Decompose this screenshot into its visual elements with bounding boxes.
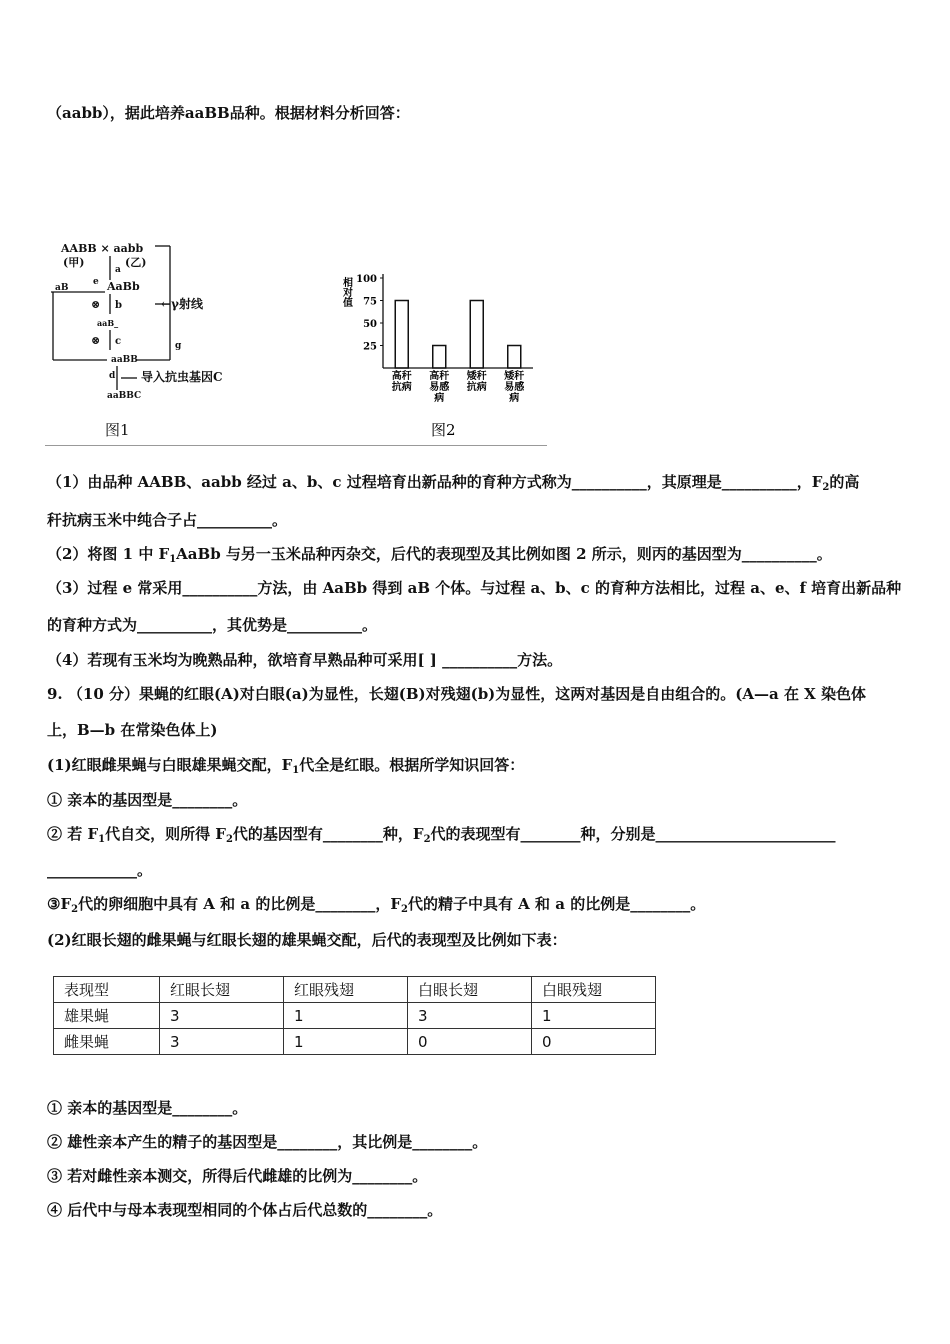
fig1-label-e: e <box>93 277 99 287</box>
fig1-cross: AABB × aabb <box>61 242 144 255</box>
figure2-chart <box>335 268 550 438</box>
q3-line2: 的育种方式为__________，其优势是__________。 <box>47 616 378 634</box>
fig1-aabb: aaBB <box>111 355 138 365</box>
table-cell: 0 <box>532 1029 656 1055</box>
table-row <box>54 1029 656 1055</box>
fig1-aab: aaB_ <box>97 318 119 328</box>
q1-line2: 秆抗病玉米中纯合子占__________。 <box>47 511 288 529</box>
x-tick-label: 抗病 <box>466 382 487 393</box>
chart-ylabel-2: 对 <box>343 288 353 299</box>
chart-ylabel-3: 值 <box>343 298 353 309</box>
fig2-caption: 图2 <box>431 421 456 438</box>
table-header-row <box>54 977 656 1003</box>
fig1-parent-b: (乙) <box>125 256 147 269</box>
fig1-label-b: b <box>115 300 122 311</box>
p1-ii-cont: ____________。 <box>47 861 153 879</box>
x-tick-label: 矮秆 <box>504 371 525 382</box>
table-cell: 1 <box>532 1003 656 1029</box>
x-tick-label: 易感 <box>504 382 525 393</box>
table-row <box>54 1003 656 1029</box>
figure-divider <box>45 445 547 446</box>
x-tick-label: 易感 <box>429 382 450 393</box>
fig1-label-a: a <box>115 265 121 275</box>
fig1-parent-a: (甲) <box>63 256 85 269</box>
p1-ii: ② 若 $F_1$代自交，则所得 $F_2$代的基因型有________种，$F_2$代的表现型有________种，分别是________________________ <box>47 825 836 845</box>
chart-ylabel-1: 相 <box>343 278 353 289</box>
table-cell: 3 <box>160 1029 284 1055</box>
x-tick-label: 病 <box>509 393 520 404</box>
table-cell: 1 <box>284 1029 408 1055</box>
bar <box>433 346 446 369</box>
bar <box>395 301 408 369</box>
fig1-self-c: ⊗ <box>91 334 101 347</box>
p2-iv: ④ 后代中与母本表现型相同的个体占后代总数的________。 <box>47 1201 443 1219</box>
table-cell: 雌果蝇 <box>54 1029 160 1055</box>
q9-line1: 9. （10 分）果蝇的红眼(A)对白眼(a)为显性，长翅(B)对残翅(b)为显性，这两对基因是自由组合的。(A—a 在 X 染色体 <box>47 685 867 703</box>
x-tick-label: 抗病 <box>391 382 412 393</box>
fig1-insert: 导入抗虫基因C <box>141 370 223 384</box>
table-cell: 3 <box>408 1003 532 1029</box>
q2-line: （2）将图 1 中 $F_1AaBb$ 与另一玉米品种丙杂交，后代的表现型及其比例如图 2 所示，则丙的基因型为__________。 <box>47 545 832 565</box>
fig1-label-g: g <box>175 341 182 351</box>
q4-line: （4）若现有玉米均为晚熟品种，欲培育早熟品种可采用[ ] __________方法。 <box>47 651 563 669</box>
bar <box>470 301 483 369</box>
p1-i: ① 亲本的基因型是________。 <box>47 791 248 809</box>
table-cell: 雄果蝇 <box>54 1003 160 1029</box>
table-header: 白眼残翅 <box>532 977 656 1003</box>
fig1-final: aaBBC <box>107 391 142 401</box>
x-tick-label: 病 <box>434 393 445 404</box>
fig1-ray: ←γ射线 <box>161 297 203 311</box>
fig1-self-b: ⊗ <box>91 298 101 311</box>
fig1-left-ab: aB <box>55 283 69 293</box>
y-tick-label: 75 <box>363 296 377 308</box>
x-tick-label: 高秆 <box>391 371 412 382</box>
q1-line1: （1）由品种 AABB、aabb 经过 a、b、c 过程培育出新品种的育种方式称为__________，其原理是__________，$F_2$的高 <box>47 473 860 493</box>
table-header: 白眼长翅 <box>408 977 532 1003</box>
fig1-label-d: d <box>109 371 116 381</box>
fig1-label-c: c <box>115 336 122 347</box>
x-tick-label: 高秆 <box>429 371 450 382</box>
fig1-f1: AaBb <box>107 280 140 293</box>
p1-line: (1)红眼雌果蝇与白眼雄果蝇交配，$F_1$代全是红眼。根据所学知识回答： <box>47 756 525 776</box>
table-cell: 1 <box>284 1003 408 1029</box>
q9-line2: 上，B—b 在常染色体上) <box>47 721 218 739</box>
q3-line1: （3）过程 e 常采用__________方法，由 AaBb 得到 aB 个体。与过程 a、b、c 的育种方法相比，过程 a、e、f 培育出新品种 <box>47 579 902 597</box>
p2-line: (2)红眼长翅的雌果蝇与红眼长翅的雄果蝇交配，后代的表现型及比例如下表： <box>47 931 567 949</box>
table-header: 表现型 <box>54 977 160 1003</box>
x-tick-label: 矮秆 <box>466 371 487 382</box>
table-cell: 3 <box>160 1003 284 1029</box>
p2-ii: ② 雄性亲本产生的精子的基因型是________，其比例是________。 <box>47 1133 488 1151</box>
table-header: 红眼长翅 <box>160 977 284 1003</box>
y-tick-label: 100 <box>356 274 377 285</box>
intro-text: （aabb），据此培养aaBB品种。根据材料分析回答： <box>47 104 410 122</box>
y-tick-label: 50 <box>363 319 377 330</box>
fruitfly-table <box>53 976 656 1055</box>
bar <box>508 346 521 369</box>
table-cell: 0 <box>408 1029 532 1055</box>
p1-iii: $③F_2$代的卵细胞中具有 A 和 a 的比例是________，$F_2$代的精子中具有 A 和 a 的比例是________。 <box>47 895 706 915</box>
y-tick-label: 25 <box>363 341 377 353</box>
p2-iii: ③ 若对雌性亲本测交，所得后代雌雄的比例为________。 <box>47 1167 428 1185</box>
fig1-caption: 图1 <box>105 421 130 439</box>
chart-plot <box>356 274 533 404</box>
table-header: 红眼残翅 <box>284 977 408 1003</box>
p2-i: ① 亲本的基因型是________。 <box>47 1099 248 1117</box>
figures <box>45 238 550 448</box>
